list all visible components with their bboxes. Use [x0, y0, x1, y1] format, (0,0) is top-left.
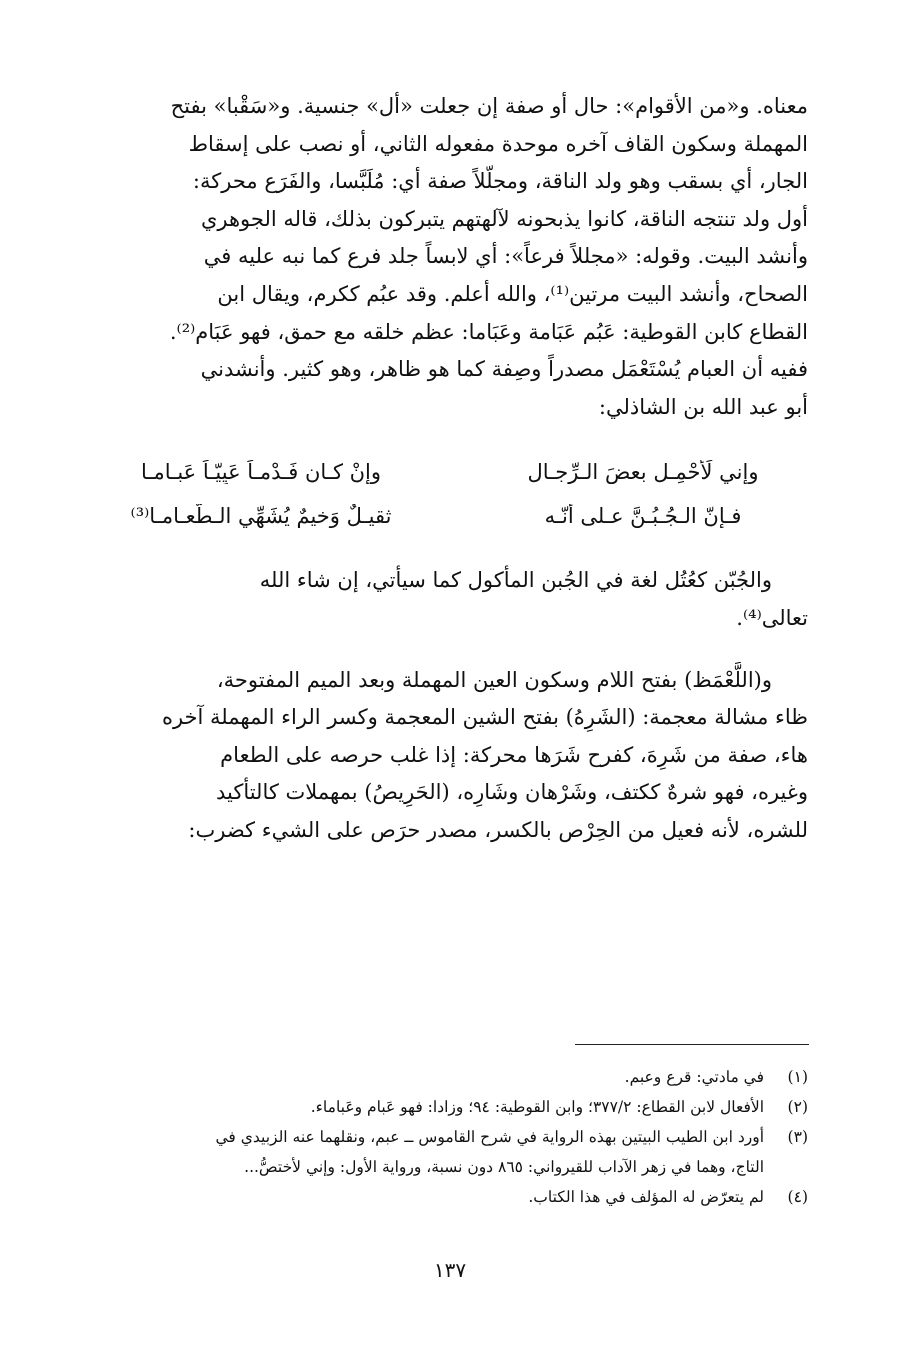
footnote-2 — [96, 1092, 808, 1122]
footnote-4 — [96, 1182, 808, 1212]
text-line: معناه. و«من الأقوام»: حال أو صفة إن جعلت «أل» جنسية. و«سَقْبا» بفتح — [170, 94, 808, 118]
footnotes — [96, 1062, 808, 1212]
footnote-number: (٢) — [787, 1098, 808, 1116]
text-line: وأنشد البيت. وقوله: «مجللاً فرعاً»: أي لابساً جلد فرع كما نبه عليه في — [203, 244, 808, 269]
verse-1 — [96, 450, 808, 494]
text-line: تعالى⁽⁴⁾. — [736, 605, 808, 630]
text-line: المهملة وسكون القاف آخره موحدة مفعوله الثاني، أو نصب على إسقاط — [188, 131, 808, 156]
text-line: أبو عبد الله بن الشاذلي: — [598, 394, 808, 419]
footnote-text: في مادتي: قرع وعبم. — [624, 1068, 764, 1086]
footnote-number: (٤) — [787, 1188, 808, 1206]
footnote-text: أورد ابن الطيب البيتين بهذه الرواية في شرح القاموس ــ عبم، ونقلهما عنه الزبيدي في — [215, 1128, 764, 1146]
verse-1-first-hemistich: وإني لَأَحْمِـل بعضَ الـرِّجـالِ — [527, 460, 759, 485]
text-line: وغيره، فهو شرهٌ ككتف، وشَرْهان وشَارِه، (الحَرِيصُ) بمهملات كالتأكيد — [215, 780, 808, 805]
text-line: والجُبّن كعُتُل لغة في الجُبن المأكول كما سيأتي، إن شاء الله — [259, 568, 772, 593]
text-line: القطاع كابن القوطية: عَبُم عَبَامة وعَبَاما: عظم خلقه مع حمق، فهو عَبَام⁽²⁾. — [169, 319, 808, 344]
footnote-text: الأفعال لابن القطاع: ٣٧٧/٢؛ وابن القوطية: ٩٤؛ وزادا: فهو عَبام وعَباماء. — [310, 1098, 764, 1116]
verse-1-second-hemistich: وإنْ كـان فَـدْمـاً عَيِيّـاً عَبـامـا — [140, 460, 382, 485]
text-line: للشره، لأنه فعيل من الحِرْص بالكسر، مصدر حرَص على الشيء كضرب: — [188, 817, 808, 842]
text-line: هاء، صفة من شَرِهَ، كفرح شَرَها محركة: إذا غلب حرصه على الطعام — [220, 742, 808, 767]
text-line: ففيه أن العبام يُسْتَعْمَل مصدراً وصِفة كما هو ظاهر، وهو كثير. وأنشدني — [200, 357, 808, 382]
footnote-3-continuation: التاج، وهما في زهر الآداب للقيرواني: ٨٦٥ دون نسبة، ورواية الأول: وإني لأختصُّ... — [244, 1158, 764, 1176]
page-number: ١٣٧ — [433, 1258, 467, 1282]
text-line: أول ولد تنتجه الناقة، كانوا يذبحونه لآلهتهم يتبركون بذلك، قاله الجوهري — [200, 206, 808, 231]
paragraph-1 — [96, 88, 808, 426]
footnote-1 — [96, 1062, 808, 1092]
verse-2-first-hemistich: فـإنّ الـجُـبُـنَّ عـلى أنّـه — [544, 504, 742, 529]
paragraph-3 — [96, 662, 808, 850]
text-line: و(اللَّعْمَظ) بفتح اللام وسكون العين المهملة وبعد الميم المفتوحة، — [216, 667, 772, 692]
footnote-number: (٣) — [787, 1128, 808, 1146]
paragraph-2 — [96, 562, 808, 637]
poem — [96, 450, 808, 538]
footnote-number: (١) — [787, 1068, 808, 1086]
footnote-3 — [96, 1122, 808, 1152]
verse-2-second-hemistich: ثقيـلٌ وَخيمٌ يُشَهِّي الـطَّعـامـا⁽³⁾ — [130, 504, 392, 529]
text-line: الجار، أي بسقب وهو ولد الناقة، ومجلّلاً صفة أي: مُلَبَّسا، والفَرَع محركة: — [192, 169, 808, 194]
verse-2 — [96, 494, 808, 538]
footnote-separator — [575, 1044, 809, 1045]
footnote-text: لم يتعرّض له المؤلف في هذا الكتاب. — [528, 1188, 764, 1206]
text-line: ظاء مشالة معجمة: (الشَرِهُ) بفتح الشين المعجمة وكسر الراء المهملة آخره — [161, 705, 808, 730]
page-body — [96, 88, 808, 850]
text-line: الصحاح، وأنشد البيت مرتين⁽¹⁾، والله أعلم. وقد عبُم ككرم، ويقال ابن — [217, 281, 808, 306]
